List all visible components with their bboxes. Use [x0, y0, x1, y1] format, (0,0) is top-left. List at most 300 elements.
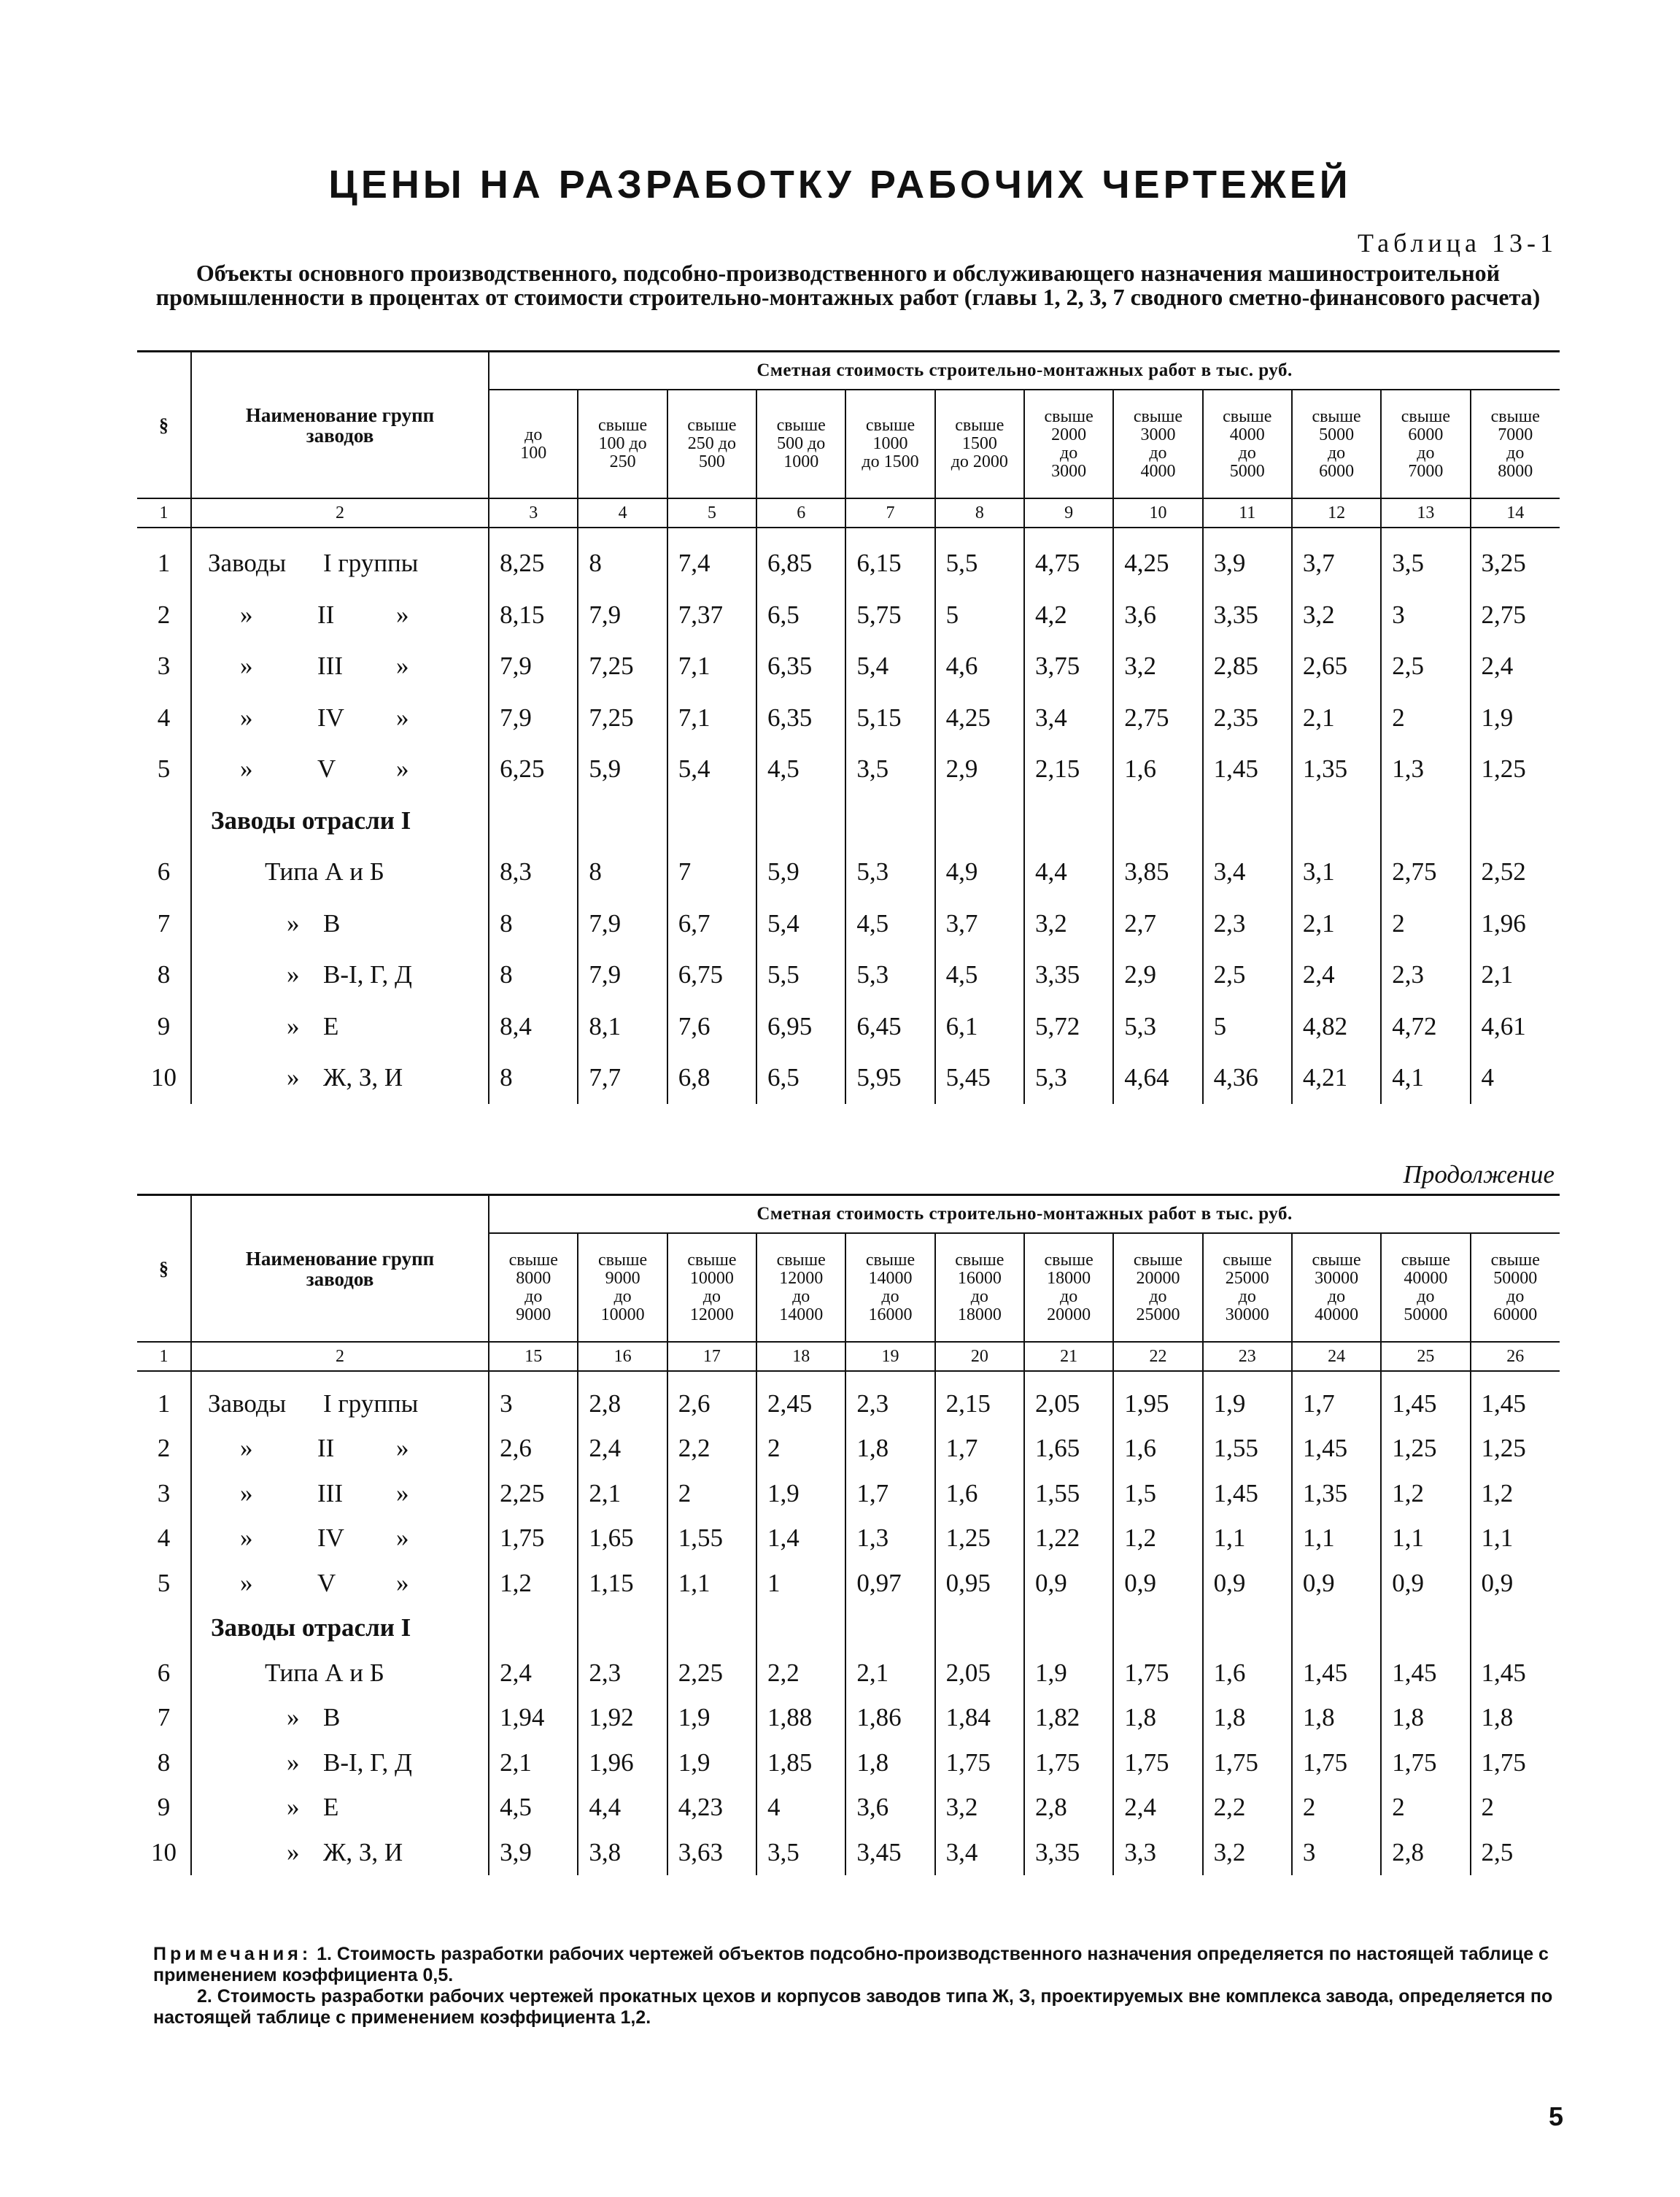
column-index: 24 — [1292, 1342, 1381, 1371]
value-cell — [1113, 795, 1202, 847]
column-header: свыше 9000 до 10000 — [578, 1233, 667, 1342]
column-index: 1 — [137, 498, 191, 528]
table-row — [137, 1516, 1560, 1561]
value-cell: 2,1 — [845, 1650, 934, 1696]
column-header: свыше 50000 до 60000 — [1471, 1233, 1560, 1342]
table-row — [137, 744, 1560, 795]
table-row — [137, 590, 1560, 641]
row-number: 2 — [137, 1426, 191, 1472]
table-subtitle: Объекты основного производственного, подсобно-производственного и обслуживающего назначения машиностроительной промышленности в процентах от стоимости строительно-монтажных работ (главы 1, 2, 3, 7 сводного сметно-финансового расчета) — [155, 260, 1541, 310]
value-cell: 3,8 — [578, 1830, 667, 1875]
table-row — [137, 846, 1560, 898]
value-cell: 2 — [1381, 898, 1470, 950]
value-cell: 1,6 — [1203, 1650, 1292, 1696]
row-number: 9 — [137, 1001, 191, 1053]
value-cell: 1,8 — [1381, 1696, 1470, 1741]
row-name-main: II — [317, 1434, 335, 1463]
value-cell — [1024, 1606, 1113, 1651]
value-cell: 2,4 — [489, 1650, 578, 1696]
row-name-main: IV — [317, 703, 344, 732]
value-cell — [845, 795, 934, 847]
value-cell: 2,3 — [578, 1650, 667, 1696]
value-cell: 2,25 — [489, 1471, 578, 1516]
row-name — [191, 1001, 489, 1053]
value-cell: 3,45 — [845, 1830, 934, 1875]
value-cell: 4,4 — [578, 1785, 667, 1831]
value-cell: 0,9 — [1292, 1561, 1381, 1606]
page-number: 5 — [1548, 2101, 1563, 2131]
value-cell: 6,15 — [845, 538, 934, 590]
value-cell: 5,95 — [845, 1052, 934, 1104]
value-cell: 6,8 — [667, 1052, 756, 1104]
column-index: 9 — [1024, 498, 1113, 528]
spacer-cell — [191, 1371, 489, 1381]
value-cell: 7,25 — [578, 692, 667, 744]
column-header: свыше 20000 до 25000 — [1113, 1233, 1202, 1342]
value-cell: 3,6 — [845, 1785, 934, 1831]
column-index: 8 — [935, 498, 1024, 528]
value-cell: 4,5 — [756, 744, 845, 795]
column-index: 25 — [1381, 1342, 1470, 1371]
value-cell: 1,75 — [935, 1740, 1024, 1785]
column-index: 7 — [845, 498, 934, 528]
value-cell: 3,2 — [1292, 590, 1381, 641]
value-cell: 6,5 — [756, 590, 845, 641]
value-cell: 1,75 — [1292, 1740, 1381, 1785]
row-name — [191, 898, 489, 950]
column-index: 3 — [489, 498, 578, 528]
spacer-cell — [1471, 528, 1560, 538]
value-cell — [489, 795, 578, 847]
spacer-cell — [137, 528, 191, 538]
note-1-text: 1. Стоимость разработки рабочих чертежей объектов подсобно-производственного назначения определяется по настоящей таблице с применением коэффициента 0,5. — [153, 1944, 1549, 1985]
value-cell: 5,9 — [756, 846, 845, 898]
value-cell: 1,1 — [1381, 1516, 1470, 1561]
value-cell: 8,1 — [578, 1001, 667, 1053]
group-heading-row — [137, 795, 1560, 847]
value-cell: 1,8 — [845, 1740, 934, 1785]
value-cell: 5,3 — [1024, 1052, 1113, 1104]
value-cell: 2,1 — [489, 1740, 578, 1785]
row-name — [191, 1696, 489, 1741]
value-cell — [935, 1606, 1024, 1651]
spacer-cell — [935, 1371, 1024, 1381]
value-cell: 1 — [756, 1561, 845, 1606]
row-name-suffix: » — [396, 1568, 409, 1597]
value-cell: 4,75 — [1024, 538, 1113, 590]
spacer-cell — [578, 528, 667, 538]
row-number: 5 — [137, 744, 191, 795]
row-name — [191, 692, 489, 744]
value-cell: 1,1 — [1481, 1524, 1514, 1553]
row-name-prefix: Заводы — [208, 549, 287, 578]
value-cell: 5,4 — [667, 744, 756, 795]
value-cell: 3,35 — [1203, 590, 1292, 641]
value-cell: 1,2 — [1381, 1471, 1470, 1516]
value-cell: 1,25 — [1381, 1426, 1470, 1472]
table-row — [137, 898, 1560, 950]
value-cell: 2,4 — [578, 1426, 667, 1472]
value-cell: 1,2 — [1481, 1478, 1514, 1507]
value-cell: 4,25 — [1113, 538, 1202, 590]
value-cell — [756, 795, 845, 847]
value-cell: 1,4 — [756, 1516, 845, 1561]
table-row — [137, 641, 1560, 692]
value-cell — [578, 795, 667, 847]
value-cell: 2,65 — [1292, 641, 1381, 692]
value-cell: 2,52 — [1481, 857, 1526, 887]
value-cell: 2,5 — [1481, 1837, 1514, 1866]
value-cell: 2,2 — [756, 1650, 845, 1696]
value-cell: 2,75 — [1381, 846, 1470, 898]
row-name-main: III — [317, 652, 343, 681]
column-header: свыше 25000 до 30000 — [1203, 1233, 1292, 1342]
column-header: свыше 18000 до 20000 — [1024, 1233, 1113, 1342]
value-cell: 6,25 — [489, 744, 578, 795]
value-cell: 1,5 — [1113, 1471, 1202, 1516]
row-name-main: В-I, Г, Д — [323, 1748, 412, 1777]
value-cell: 1,15 — [578, 1561, 667, 1606]
value-cell: 2 — [756, 1426, 845, 1472]
value-cell: 7,25 — [578, 641, 667, 692]
value-cell — [1381, 795, 1470, 847]
row-name-prefix: » — [240, 600, 253, 629]
row-number: 3 — [137, 641, 191, 692]
value-cell: 1,25 — [1481, 1434, 1526, 1463]
value-cell — [667, 795, 756, 847]
value-cell — [845, 1606, 934, 1651]
value-cell: 2,4 — [1481, 652, 1514, 681]
column-index: 4 — [578, 498, 667, 528]
value-cell: 0,95 — [935, 1561, 1024, 1606]
row-name-prefix: » — [240, 1478, 253, 1507]
value-cell: 1,75 — [1113, 1650, 1202, 1696]
row-name-prefix: » — [240, 703, 253, 732]
continuation-label: Продолжение — [1403, 1160, 1555, 1189]
value-cell — [578, 1606, 667, 1651]
value-cell: 5,4 — [756, 898, 845, 950]
value-cell — [1203, 1606, 1292, 1651]
row-name-suffix: » — [396, 652, 409, 681]
row-name — [191, 1740, 489, 1785]
value-cell: 1,75 — [1381, 1740, 1470, 1785]
value-cell: 1,25 — [935, 1516, 1024, 1561]
value-cell: 6,95 — [756, 1001, 845, 1053]
column-header: свыше 14000 до 16000 — [845, 1233, 934, 1342]
value-cell: 3,5 — [845, 744, 934, 795]
column-index: 16 — [578, 1342, 667, 1371]
value-cell: 3,9 — [489, 1830, 578, 1875]
value-cell: 1,85 — [756, 1740, 845, 1785]
value-cell: 5 — [935, 590, 1024, 641]
value-cell: 1,95 — [1113, 1381, 1202, 1426]
row-name-suffix: » — [396, 1478, 409, 1507]
column-header: свыше 2000 до 3000 — [1024, 390, 1113, 498]
table-row — [137, 1650, 1560, 1696]
value-cell: 1,65 — [578, 1516, 667, 1561]
value-cell: 2,6 — [667, 1381, 756, 1426]
column-header: свыше 5000 до 6000 — [1292, 390, 1381, 498]
column-header: свыше 3000 до 4000 — [1113, 390, 1202, 498]
column-index: 5 — [667, 498, 756, 528]
value-cell: 7,4 — [667, 538, 756, 590]
header-cost: Сметная стоимость строительно-монтажных работ в тыс. руб. — [489, 1195, 1560, 1234]
value-cell: 1,9 — [667, 1696, 756, 1741]
value-cell: 3,2 — [935, 1785, 1024, 1831]
value-cell: 1,8 — [1203, 1696, 1292, 1741]
table-row — [137, 1740, 1560, 1785]
spacer-cell — [578, 1371, 667, 1381]
value-cell: 7,9 — [489, 641, 578, 692]
row-name-main: IV — [317, 1524, 344, 1553]
value-cell: 4,1 — [1381, 1052, 1470, 1104]
value-cell: 1,75 — [1113, 1740, 1202, 1785]
header-group-name: Наименование групп заводов — [191, 1195, 489, 1343]
column-index: 20 — [935, 1342, 1024, 1371]
value-cell: 7 — [667, 846, 756, 898]
value-cell: 1,1 — [1203, 1516, 1292, 1561]
column-header: свыше 12000 до 14000 — [756, 1233, 845, 1342]
value-cell: 3,25 — [1481, 549, 1526, 578]
row-name — [191, 949, 489, 1001]
value-cell — [935, 795, 1024, 847]
value-cell: 1,55 — [1024, 1471, 1113, 1516]
row-name-main: I группы — [323, 549, 419, 578]
value-cell: 1,75 — [1203, 1740, 1292, 1785]
value-cell: 1,45 — [1481, 1389, 1526, 1418]
spacer-cell — [1203, 1371, 1292, 1381]
table-row — [137, 1696, 1560, 1741]
value-cell: 3 — [1292, 1830, 1381, 1875]
row-name — [191, 1650, 489, 1696]
column-index: 22 — [1113, 1342, 1202, 1371]
value-cell: 6,35 — [756, 692, 845, 744]
value-cell: 4,5 — [845, 898, 934, 950]
value-cell: 3,75 — [1024, 641, 1113, 692]
row-name — [191, 590, 489, 641]
value-cell: 2,4 — [1113, 1785, 1202, 1831]
value-cell: 2,2 — [1203, 1785, 1292, 1831]
row-number: 10 — [137, 1052, 191, 1104]
value-cell: 7,9 — [489, 692, 578, 744]
value-cell: 5,5 — [756, 949, 845, 1001]
value-cell: 1,35 — [1292, 744, 1381, 795]
value-cell: 1,45 — [1292, 1426, 1381, 1472]
spacer-cell — [191, 528, 489, 538]
value-cell: 1,45 — [1292, 1650, 1381, 1696]
value-cell: 2 — [1381, 1785, 1470, 1831]
value-cell: 1,45 — [1203, 744, 1292, 795]
value-cell: 2,9 — [935, 744, 1024, 795]
value-cell: 6,1 — [935, 1001, 1024, 1053]
value-cell: 6,5 — [756, 1052, 845, 1104]
row-number: 5 — [137, 1561, 191, 1606]
row-name-main: В — [323, 1703, 341, 1732]
value-cell: 1,6 — [1113, 1426, 1202, 1472]
value-cell: 1,55 — [667, 1516, 756, 1561]
value-cell: 0,9 — [1113, 1561, 1202, 1606]
row-number: 7 — [137, 898, 191, 950]
header-group-name: Наименование групп заводов — [191, 352, 489, 499]
value-cell: 1,9 — [667, 1740, 756, 1785]
page-title: ЦЕНЫ НА РАЗРАБОТКУ РАБОЧИХ ЧЕРТЕЖЕЙ — [328, 163, 1352, 206]
value-cell: 1,6 — [935, 1471, 1024, 1516]
row-name-prefix: » — [287, 1837, 300, 1866]
column-header: свыше 250 до 500 — [667, 390, 756, 498]
value-cell: 8 — [578, 538, 667, 590]
value-cell: 2,75 — [1113, 692, 1202, 744]
table-row — [137, 538, 1560, 590]
value-cell: 5 — [1203, 1001, 1292, 1053]
value-cell: 8,4 — [489, 1001, 578, 1053]
row-name — [191, 1785, 489, 1831]
spacer-cell — [489, 528, 578, 538]
row-name-prefix: » — [287, 960, 300, 989]
row-number: 4 — [137, 692, 191, 744]
row-name-main: I группы — [323, 1389, 419, 1418]
row-name — [191, 1516, 489, 1561]
value-cell: 2 — [667, 1471, 756, 1516]
value-cell: 4 — [1481, 1063, 1495, 1092]
value-cell: 3,63 — [667, 1830, 756, 1875]
value-cell: 8 — [489, 949, 578, 1001]
value-cell — [1471, 795, 1560, 847]
row-name-main: II — [317, 600, 335, 629]
value-cell: 2,3 — [1381, 949, 1470, 1001]
value-cell: 5,75 — [845, 590, 934, 641]
row-name-main: Ж, З, И — [323, 1837, 403, 1866]
row-name — [191, 1471, 489, 1516]
value-cell: 7,7 — [578, 1052, 667, 1104]
value-cell: 1,7 — [935, 1426, 1024, 1472]
value-cell: 4,5 — [935, 949, 1024, 1001]
column-index: 18 — [756, 1342, 845, 1371]
row-number: 8 — [137, 1740, 191, 1785]
value-cell: 0,97 — [845, 1561, 934, 1606]
column-index: 1 — [137, 1342, 191, 1371]
row-name-main: III — [317, 1478, 343, 1507]
value-cell: 2,2 — [667, 1426, 756, 1472]
table-number: Таблица 13-1 — [1358, 228, 1557, 258]
column-header: свыше 4000 до 5000 — [1203, 390, 1292, 498]
column-header: свыше 6000 до 7000 — [1381, 390, 1470, 498]
value-cell: 1,45 — [1381, 1381, 1470, 1426]
value-cell: 2,25 — [667, 1650, 756, 1696]
header-section: § — [137, 1195, 191, 1343]
row-name — [191, 1561, 489, 1606]
row-name-prefix: Заводы — [208, 1389, 287, 1418]
value-cell: 1,8 — [1481, 1703, 1514, 1732]
row-name — [191, 1426, 489, 1472]
value-cell: 2,8 — [1024, 1785, 1113, 1831]
value-cell: 2,15 — [1024, 744, 1113, 795]
spacer-cell — [845, 528, 934, 538]
value-cell: 0,9 — [1381, 1561, 1470, 1606]
spacer-cell — [667, 528, 756, 538]
row-name-main: В — [323, 908, 341, 938]
value-cell: 5,3 — [845, 949, 934, 1001]
value-cell: 3,5 — [1381, 538, 1470, 590]
table-row — [137, 1561, 1560, 1606]
row-name-prefix: » — [287, 1011, 300, 1040]
column-header: свыше 16000 до 18000 — [935, 1233, 1024, 1342]
value-cell: 1,75 — [489, 1516, 578, 1561]
value-cell: 2,4 — [1292, 949, 1381, 1001]
value-cell: 1,9 — [1203, 1381, 1292, 1426]
column-index: 21 — [1024, 1342, 1113, 1371]
spacer-cell — [1292, 1371, 1381, 1381]
value-cell: 1,75 — [1481, 1748, 1526, 1777]
row-name-prefix: » — [240, 1434, 253, 1463]
value-cell: 1,9 — [1481, 703, 1514, 732]
column-header: свыше 7000 до 8000 — [1471, 390, 1560, 498]
column-index: 14 — [1471, 498, 1560, 528]
value-cell — [756, 1606, 845, 1651]
note-2: 2. Стоимость разработки рабочих чертежей прокатных цехов и корпусов заводов типа Ж, З, проектируемых вне комплекса завода, определяется по настоящей таблице с применением коэффициента 1,2. — [153, 1986, 1553, 2028]
notes — [153, 1944, 1560, 2028]
value-cell: 3,2 — [1203, 1830, 1292, 1875]
spacer-cell — [1292, 528, 1381, 538]
value-cell: 2,5 — [1203, 949, 1292, 1001]
row-name — [191, 641, 489, 692]
row-name-prefix: » — [240, 754, 253, 784]
spacer-cell — [1113, 528, 1202, 538]
value-cell: 1,9 — [756, 1471, 845, 1516]
value-cell — [667, 1606, 756, 1651]
value-cell: 7,9 — [578, 898, 667, 950]
row-name-suffix: » — [396, 1434, 409, 1463]
value-cell: 5,3 — [1113, 1001, 1202, 1053]
header-cost: Сметная стоимость строительно-монтажных работ в тыс. руб. — [489, 352, 1560, 390]
value-cell: 2,7 — [1113, 898, 1202, 950]
value-cell: 6,7 — [667, 898, 756, 950]
value-cell: 3 — [1381, 590, 1470, 641]
value-cell: 1,82 — [1024, 1696, 1113, 1741]
value-cell: 1,75 — [1024, 1740, 1113, 1785]
value-cell: 1,88 — [756, 1696, 845, 1741]
value-cell: 1,2 — [489, 1561, 578, 1606]
value-cell: 2,85 — [1203, 641, 1292, 692]
value-cell: 7,37 — [667, 590, 756, 641]
value-cell: 2,1 — [1292, 692, 1381, 744]
row-name-prefix: » — [240, 1568, 253, 1597]
value-cell — [1203, 795, 1292, 847]
row-name-prefix: » — [287, 1748, 300, 1777]
value-cell: 2,1 — [1292, 898, 1381, 950]
row-name-prefix: » — [287, 908, 300, 938]
value-cell: 7,1 — [667, 641, 756, 692]
price-table-part2 — [137, 1194, 1560, 1875]
value-cell: 1,8 — [845, 1426, 934, 1472]
value-cell: 1,86 — [845, 1696, 934, 1741]
row-name-main: Е — [323, 1011, 339, 1040]
value-cell: 4,21 — [1292, 1052, 1381, 1104]
spacer-cell — [756, 528, 845, 538]
value-cell: 3,4 — [935, 1830, 1024, 1875]
row-number: 10 — [137, 1830, 191, 1875]
value-cell: 1,6 — [1113, 744, 1202, 795]
value-cell: 2,3 — [845, 1381, 934, 1426]
value-cell: 2 — [1292, 1785, 1381, 1831]
row-name-suffix: » — [396, 600, 409, 629]
spacer-cell — [1203, 528, 1292, 538]
row-name-main: Ж, З, И — [323, 1063, 403, 1092]
row-number — [137, 795, 191, 847]
value-cell: 1,1 — [1292, 1516, 1381, 1561]
value-cell: 4,6 — [935, 641, 1024, 692]
row-name-prefix: » — [287, 1793, 300, 1822]
row-name — [191, 744, 489, 795]
